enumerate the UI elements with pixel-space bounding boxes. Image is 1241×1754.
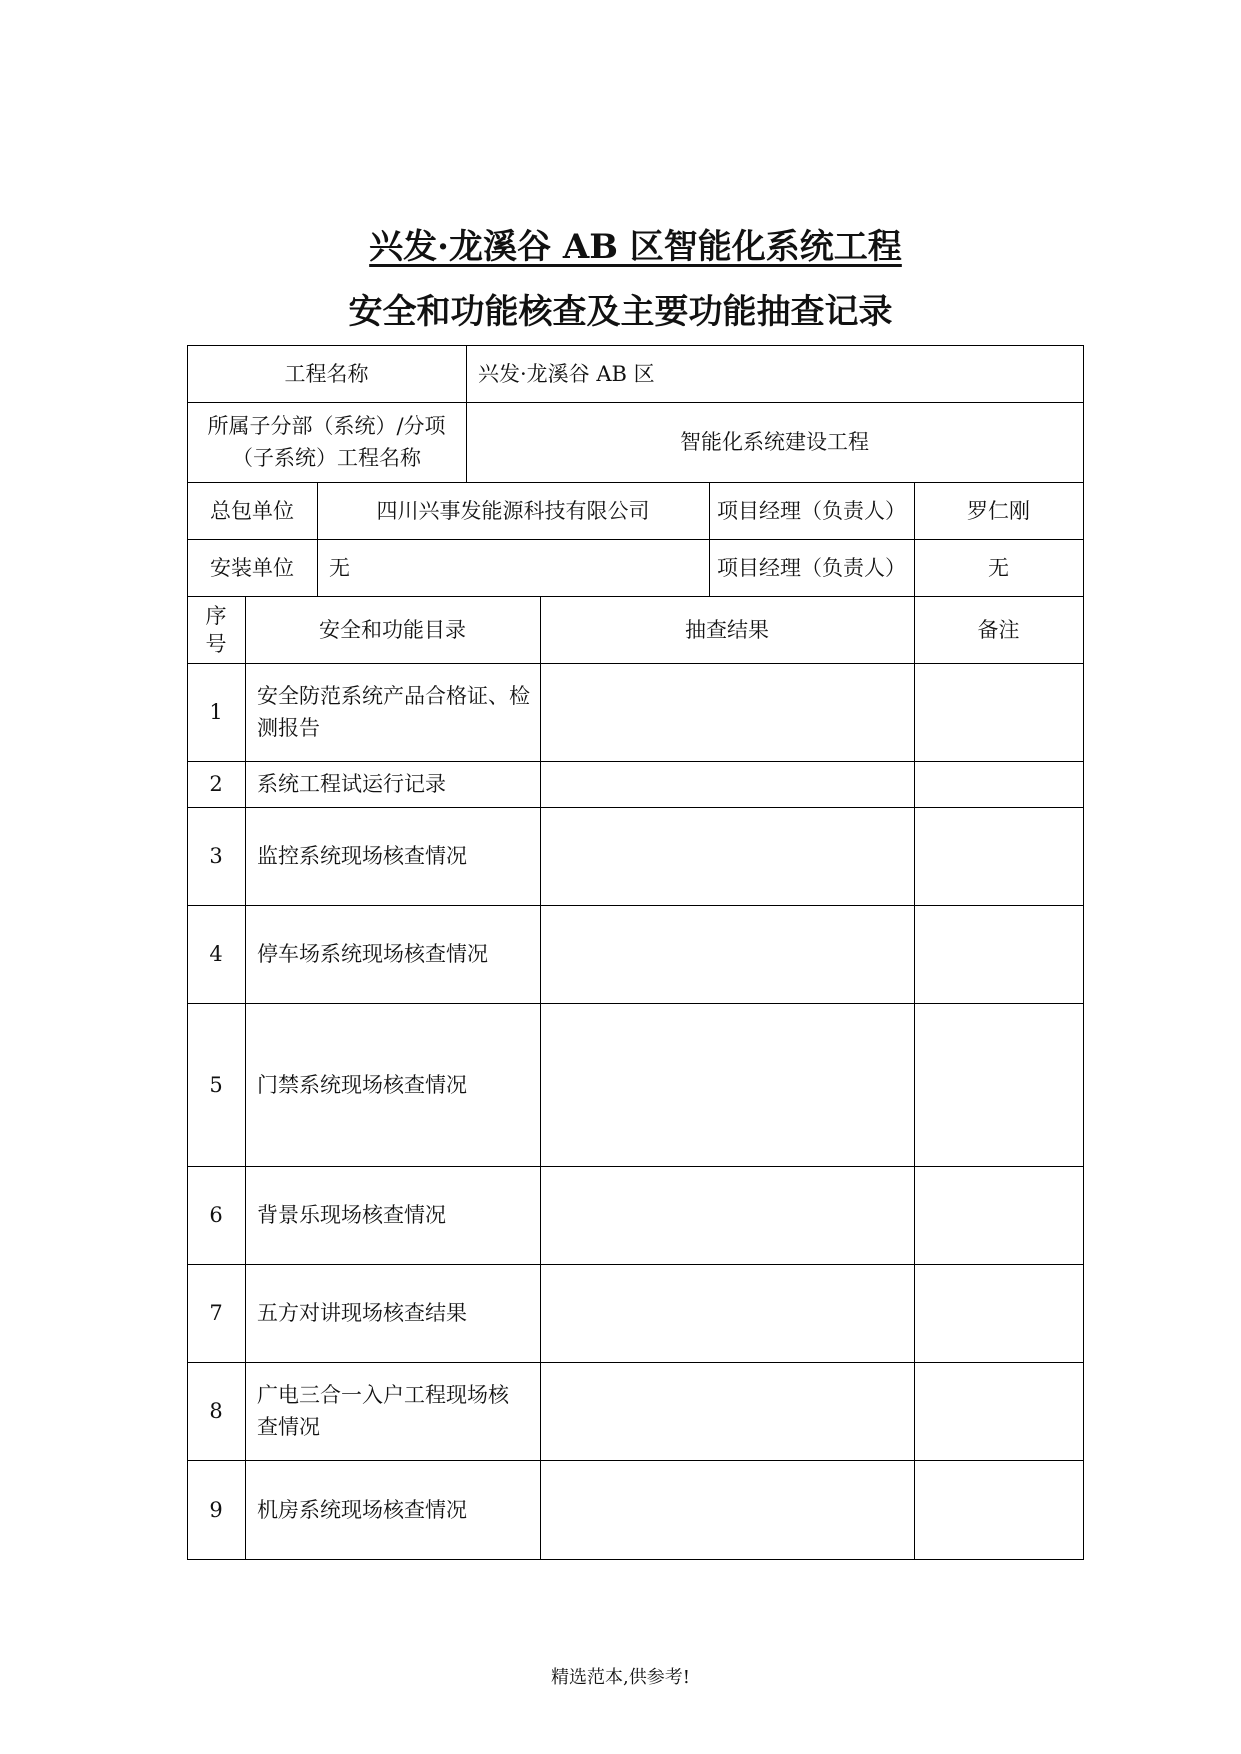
row-item: 五方对讲现场核查结果 bbox=[257, 1301, 467, 1325]
row-no: 6 bbox=[209, 1203, 223, 1227]
row-item: 安全防范系统产品合格证、检测报告 bbox=[257, 684, 530, 740]
project-name-value: 兴发·龙溪谷 AB 区 bbox=[478, 361, 655, 386]
row-item: 机房系统现场核查情况 bbox=[257, 1497, 467, 1522]
row-no: 9 bbox=[209, 1497, 223, 1522]
subsystem-label: 所属子分部（系统）/分项 （子系统）工程名称 bbox=[207, 414, 446, 470]
row-remark bbox=[914, 663, 1083, 761]
document-title: 兴发·龙溪谷 AB 区智能化系统工程 bbox=[369, 227, 902, 267]
row-item: 广电三合一入户工程现场核查情况 bbox=[257, 1383, 509, 1439]
row-remark bbox=[914, 1003, 1083, 1166]
project-name-label: 工程名称 bbox=[284, 361, 369, 386]
installer-pm-value: 无 bbox=[988, 555, 1009, 580]
row-result bbox=[540, 1003, 914, 1166]
row-remark bbox=[914, 761, 1083, 807]
installer-label: 安装单位 bbox=[210, 555, 294, 580]
document-subtitle: 安全和功能核查及主要功能抽查记录 bbox=[348, 292, 893, 332]
row-item: 门禁系统现场核查情况 bbox=[257, 1072, 467, 1097]
row-no: 7 bbox=[209, 1301, 223, 1325]
row-item: 系统工程试运行记录 bbox=[257, 772, 446, 796]
row-no: 1 bbox=[209, 700, 223, 724]
row-remark bbox=[914, 1460, 1083, 1559]
row-item: 背景乐现场核查情况 bbox=[257, 1203, 446, 1227]
installer-pm-label: 项目经理（负责人） bbox=[717, 555, 906, 580]
contractor-pm-label: 项目经理（负责人） bbox=[717, 498, 906, 523]
row-result bbox=[540, 905, 914, 1003]
inspection-table bbox=[187, 345, 1084, 1560]
column-header-item: 安全和功能目录 bbox=[319, 617, 466, 642]
row-remark bbox=[914, 905, 1083, 1003]
row-no: 5 bbox=[209, 1072, 223, 1097]
row-remark bbox=[914, 1264, 1083, 1362]
row-item: 停车场系统现场核查情况 bbox=[257, 942, 488, 966]
row-result bbox=[540, 807, 914, 905]
row-remark bbox=[914, 1166, 1083, 1264]
row-no: 3 bbox=[209, 844, 223, 868]
row-no: 8 bbox=[209, 1399, 223, 1423]
contractor-value: 四川兴事发能源科技有限公司 bbox=[376, 498, 650, 523]
row-remark bbox=[914, 807, 1083, 905]
column-header-result: 抽查结果 bbox=[685, 617, 769, 642]
row-result bbox=[540, 1460, 914, 1559]
row-result bbox=[540, 1166, 914, 1264]
row-item: 监控系统现场核查情况 bbox=[257, 844, 467, 868]
row-remark bbox=[914, 1362, 1083, 1460]
installer-value: 无 bbox=[329, 555, 350, 580]
row-no: 4 bbox=[209, 942, 223, 966]
row-no: 2 bbox=[209, 772, 223, 796]
page-footer: 精选范本,供参考! bbox=[551, 1667, 690, 1688]
row-result bbox=[540, 761, 914, 807]
row-result bbox=[540, 1362, 914, 1460]
contractor-label: 总包单位 bbox=[210, 498, 294, 523]
row-result bbox=[540, 1264, 914, 1362]
row-result bbox=[540, 663, 914, 761]
column-header-remark: 备注 bbox=[977, 617, 1020, 642]
contractor-pm-value: 罗仁刚 bbox=[967, 498, 1030, 523]
subsystem-value: 智能化系统建设工程 bbox=[680, 430, 869, 454]
column-header-no: 序 号 bbox=[205, 603, 227, 656]
